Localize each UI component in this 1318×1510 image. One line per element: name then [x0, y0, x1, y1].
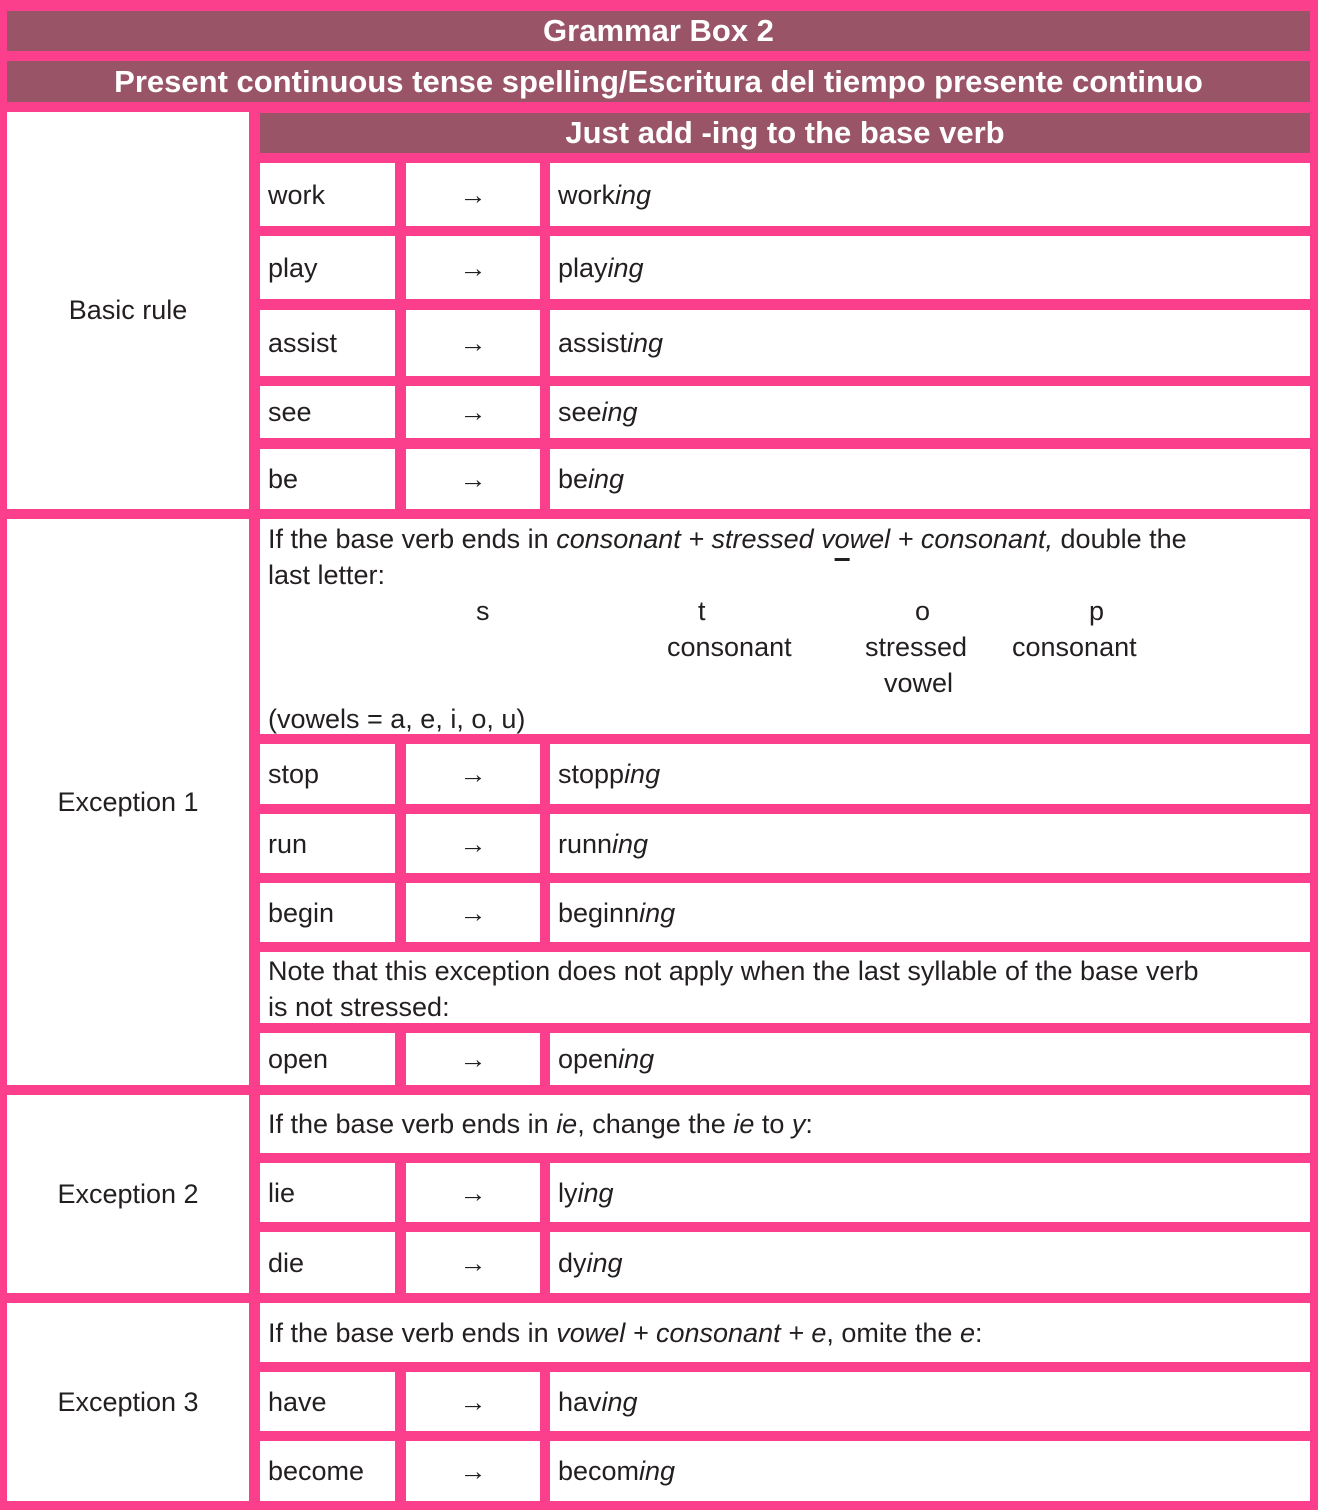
arrow-icon: →: [459, 464, 487, 494]
arrow-cell: [406, 1033, 540, 1085]
ing-form: lying: [558, 1177, 614, 1208]
arrow-icon: →: [459, 252, 487, 283]
ing-form-cell: [550, 449, 1310, 509]
arrow-icon: →: [459, 1177, 487, 1208]
arrow-cell: [406, 1232, 540, 1293]
arrow-icon: →: [459, 1247, 487, 1278]
exception-1-note-line1: Note that this exception does not apply when the last syllable of the base verb: [268, 956, 1199, 986]
ing-form-cell: [550, 814, 1310, 873]
ing-form: running: [558, 828, 649, 859]
arrow-cell: [406, 1163, 540, 1222]
base-verb: be: [268, 464, 299, 494]
ing-form-cell: [550, 163, 1310, 226]
arrow-cell: [406, 744, 540, 804]
exception-1-rule: [260, 519, 1310, 734]
ing-form-cell: [550, 1441, 1310, 1501]
arrow-cell: [406, 1372, 540, 1431]
ing-form: seeing: [558, 397, 638, 427]
ing-form-cell: [550, 236, 1310, 299]
diagram-label-consonant-p: consonant: [1012, 632, 1137, 662]
exception-1-label: Exception 1: [7, 519, 249, 1085]
grammar-box-subtitle: Present continuous tense spelling/Escritura del tiempo presente continuo: [7, 61, 1310, 102]
base-verb-cell: [260, 449, 395, 509]
exception-1-note-line2: is not stressed:: [268, 992, 450, 1022]
arrow-cell: [406, 1441, 540, 1501]
ing-form: assisting: [558, 328, 664, 358]
ing-form-cell: [550, 1232, 1310, 1293]
ing-form-cell: [550, 1033, 1310, 1085]
base-verb: assist: [268, 328, 338, 358]
diagram-letter-t: t: [698, 596, 706, 626]
base-verb-cell: [260, 744, 395, 804]
base-verb-cell: [260, 310, 395, 376]
ing-form: playing: [558, 252, 644, 283]
exception-1-rule-line1: If the base verb ends in consonant + stressed vowel + consonant, double the: [268, 524, 1187, 554]
diagram-label-vowel: vowel: [884, 668, 954, 698]
ing-form: beginning: [558, 897, 676, 928]
ing-form-cell: [550, 386, 1310, 438]
exception-1-rule-line2: last letter:: [268, 560, 386, 590]
diagram-letter-p: p: [1089, 596, 1105, 626]
arrow-cell: [406, 814, 540, 873]
arrow-icon: →: [459, 897, 487, 928]
arrow-icon: →: [459, 328, 487, 358]
diagram-label-stressed: stressed: [865, 632, 968, 662]
exception-2-label: Exception 2: [7, 1095, 249, 1293]
base-verb: work: [268, 179, 326, 210]
ing-form: being: [558, 464, 625, 494]
base-verb: die: [268, 1247, 305, 1278]
base-verb: play: [268, 252, 318, 283]
base-verb: have: [268, 1386, 327, 1417]
basic-rule-label: Basic rule: [7, 112, 249, 509]
exception-3-label: Exception 3: [7, 1303, 249, 1501]
arrow-cell: [406, 386, 540, 438]
ing-form-cell: [550, 1372, 1310, 1431]
exception-2-rule: If the base verb ends in ie, change the ie to y:: [260, 1095, 1310, 1153]
ing-form-cell: [550, 744, 1310, 804]
ing-form: becoming: [558, 1456, 676, 1486]
ing-form: having: [558, 1386, 638, 1417]
grammar-box-title: Grammar Box 2: [7, 11, 1310, 51]
base-verb-cell: [260, 1441, 395, 1501]
base-verb-cell: [260, 883, 395, 942]
base-verb-cell: [260, 236, 395, 299]
arrow-icon: →: [459, 1456, 487, 1486]
base-verb: run: [268, 828, 308, 859]
base-verb: become: [268, 1456, 365, 1486]
arrow-icon: →: [459, 397, 487, 427]
arrow-icon: →: [459, 1044, 487, 1074]
base-verb-cell: [260, 163, 395, 226]
basic-rule-header: Just add -ing to the base verb: [260, 113, 1310, 153]
arrow-icon: →: [459, 759, 487, 789]
arrow-icon: →: [459, 828, 487, 859]
base-verb-cell: [260, 1033, 395, 1085]
base-verb-cell: [260, 1372, 395, 1431]
ing-form-cell: [550, 883, 1310, 942]
base-verb: lie: [268, 1177, 296, 1208]
diagram-label-consonant-t: consonant: [667, 632, 792, 662]
arrow-icon: →: [459, 1386, 487, 1417]
ing-form: working: [558, 179, 652, 210]
diagram-letter-o: o: [915, 596, 931, 626]
base-verb: see: [268, 397, 312, 427]
ing-form: opening: [558, 1044, 655, 1074]
exception-1-note: [260, 952, 1310, 1023]
base-verb-cell: [260, 1163, 395, 1222]
base-verb-cell: [260, 386, 395, 438]
ing-form: dying: [558, 1247, 623, 1278]
arrow-cell: [406, 449, 540, 509]
ing-form-cell: [550, 310, 1310, 376]
exception-3-rule: If the base verb ends in vowel + consonant + e, omite the e:: [260, 1303, 1310, 1362]
ing-form-cell: [550, 1163, 1310, 1222]
arrow-cell: [406, 883, 540, 942]
arrow-cell: [406, 236, 540, 299]
base-verb-cell: [260, 814, 395, 873]
base-verb-cell: [260, 1232, 395, 1293]
base-verb: stop: [268, 759, 320, 789]
arrow-icon: →: [459, 179, 487, 210]
arrow-cell: [406, 163, 540, 226]
vowels-note: (vowels = a, e, i, o, u): [268, 704, 526, 734]
ing-form: stopping: [558, 759, 661, 789]
arrow-cell: [406, 310, 540, 376]
base-verb: open: [268, 1044, 329, 1074]
base-verb: begin: [268, 897, 335, 928]
diagram-letter-s: s: [476, 596, 490, 626]
